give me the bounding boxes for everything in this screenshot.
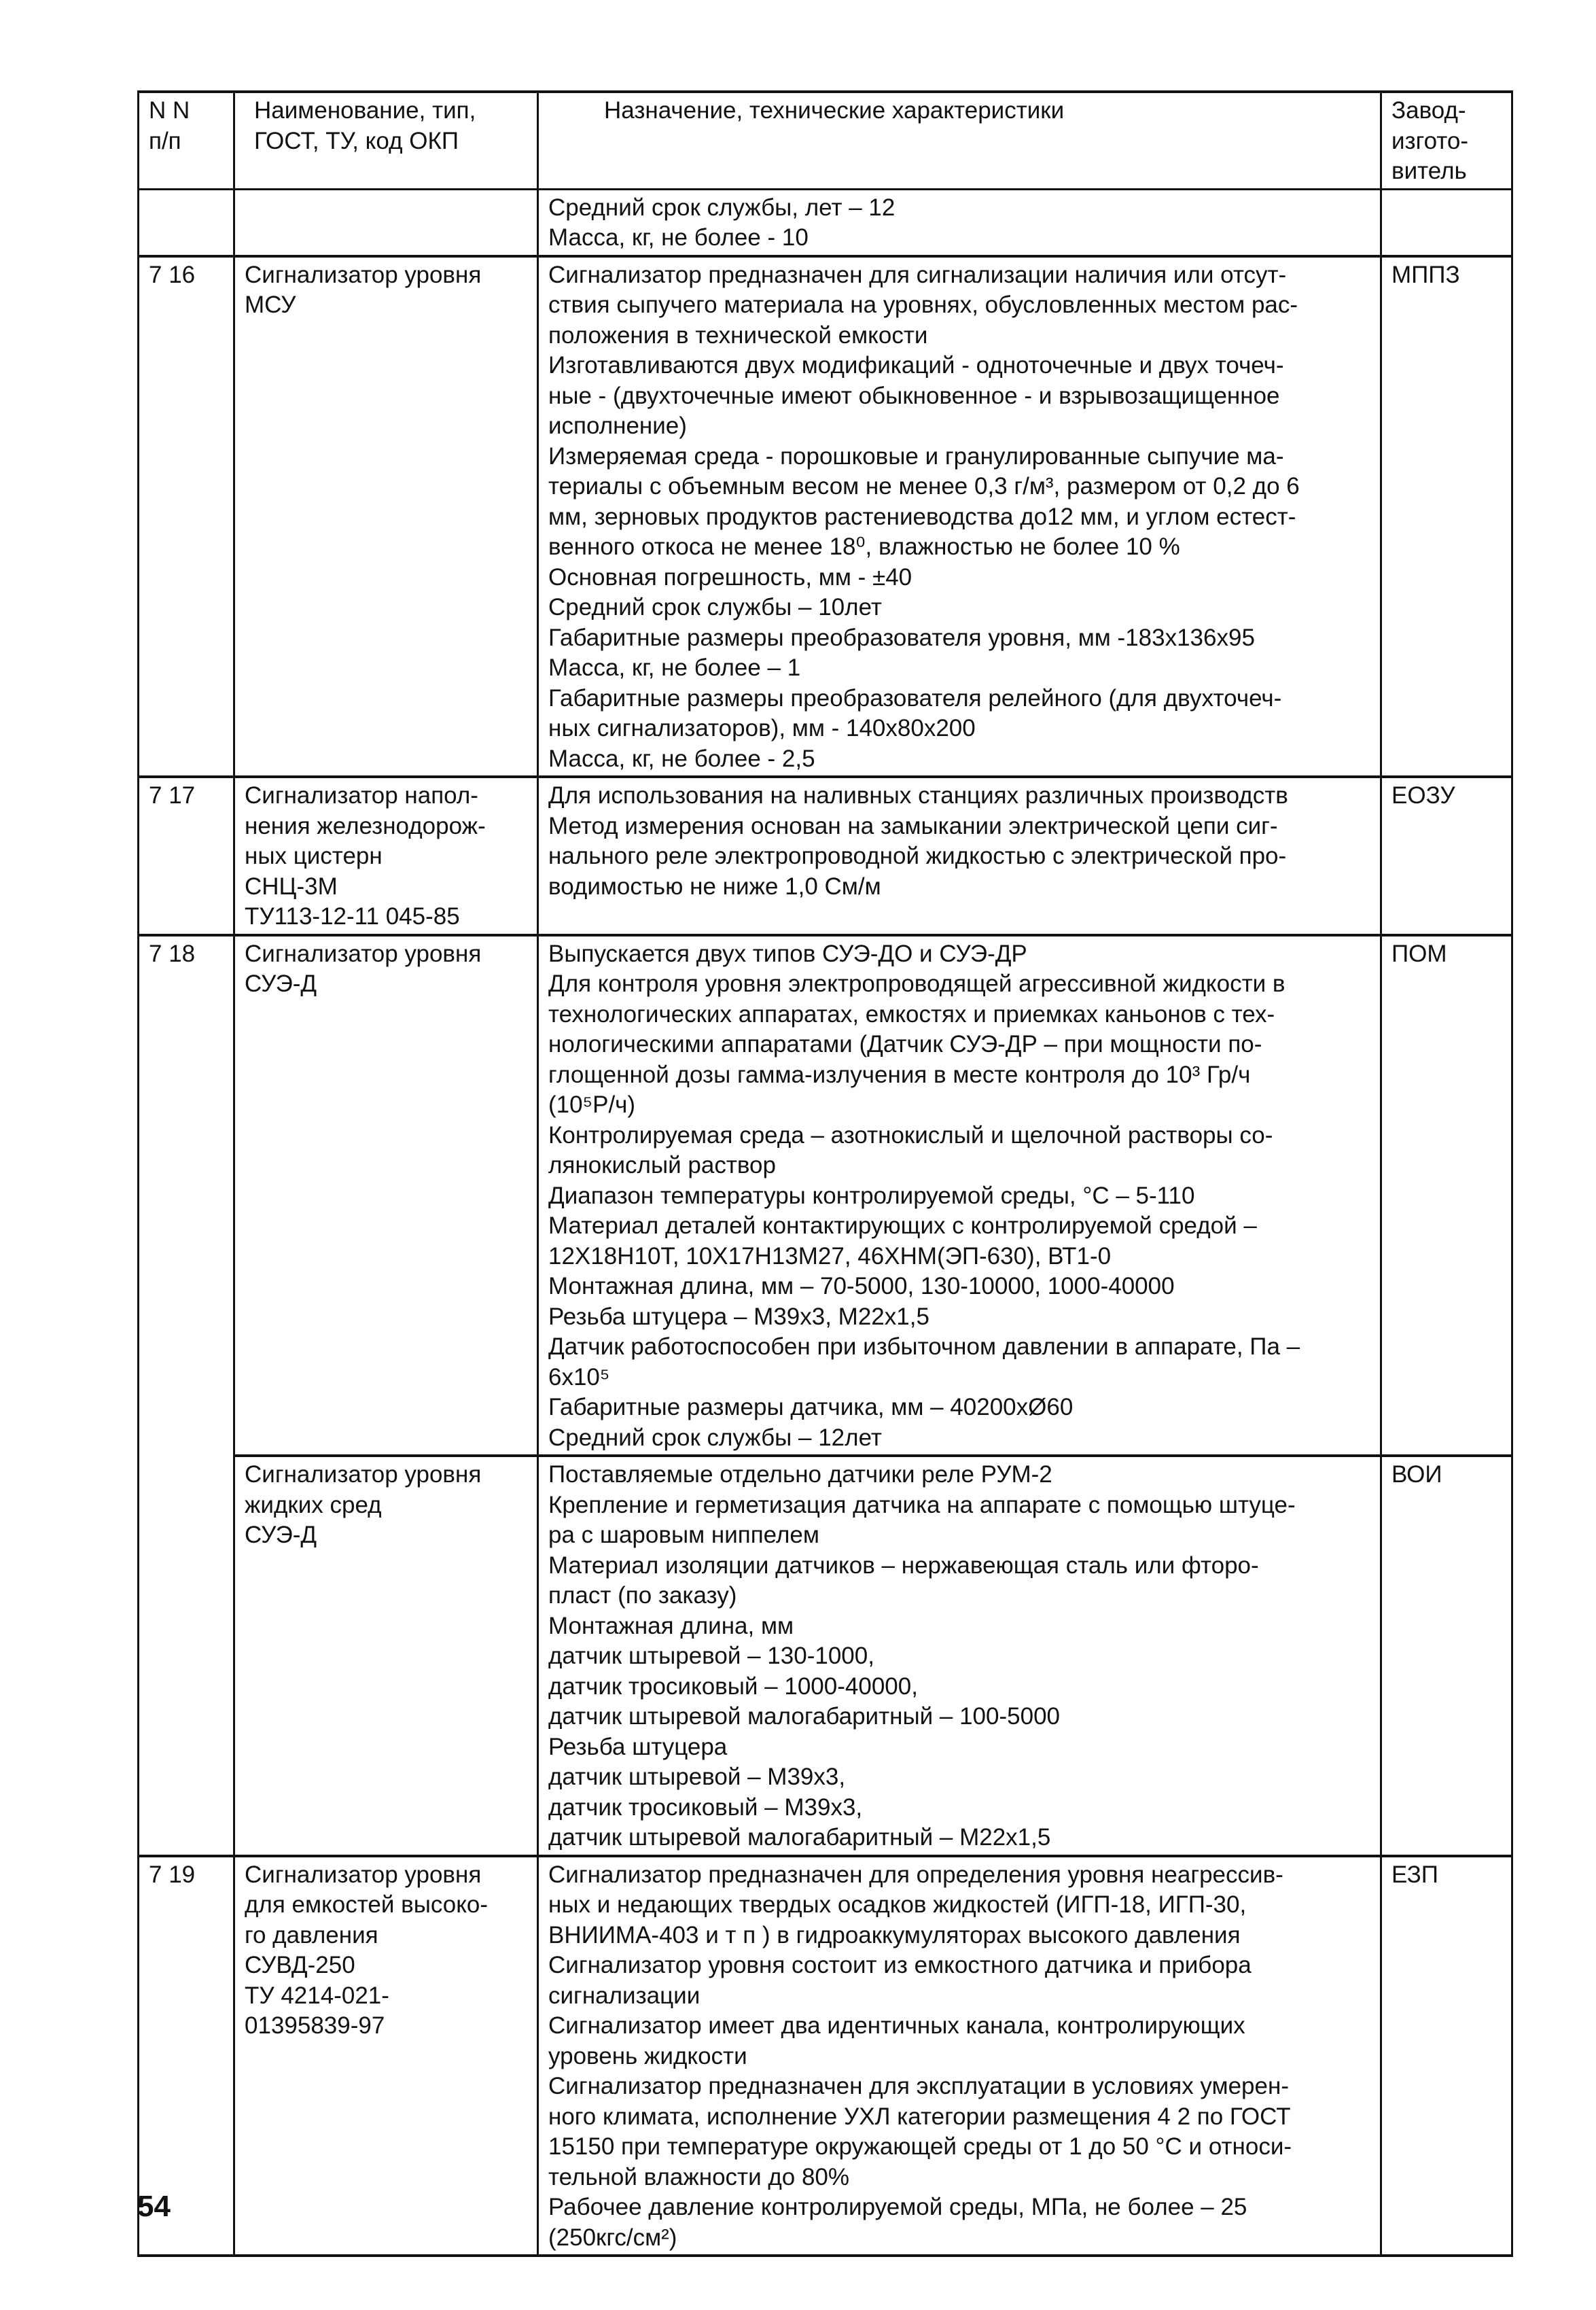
name-line: МСУ [245, 292, 296, 318]
desc-line: Поставляемые отдельно датчики реле РУМ-2 [548, 1461, 1052, 1488]
header-name-line: Наименование, тип, [254, 97, 476, 124]
desc-line: датчик штыревой малогабаритный – М22х1,5 [548, 1824, 1051, 1851]
desc-line: ра с шаровым ниппелем [548, 1522, 819, 1548]
header-desc [538, 92, 1381, 189]
desc-line: Метод измерения основан на замыкании электрической цепи сиг- [548, 812, 1278, 839]
cell-num [139, 189, 234, 256]
name-line: нения железнодорож- [245, 812, 486, 839]
desc-line: ного климата, исполнение УХЛ категории размещения 4 2 по ГОСТ [548, 2103, 1291, 2130]
desc-line: Для использования на наливных станциях различных производств [548, 782, 1288, 809]
name-line: ТУ 4214-021- [245, 1982, 389, 2009]
name-line: СУЭ-Д [245, 970, 317, 997]
desc-line: мм, зерновых продуктов растениеводства до12 мм, и углом естест- [548, 503, 1296, 530]
desc-line: Средний срок службы – 12лет [548, 1424, 882, 1451]
header-name [234, 92, 538, 189]
desc-line: венного откоса не менее 18⁰, влажностью не более 10 % [548, 533, 1180, 560]
desc-line: Сигнализатор предназначен для определения уровня неагрессив- [548, 1861, 1283, 1888]
cell-desc [538, 1456, 1381, 1856]
desc-line: Контролируемая среда – азотнокислый и щелочной растворы со- [548, 1121, 1273, 1149]
desc-line: положения в технической емкости [548, 321, 928, 349]
table-row [139, 256, 1512, 777]
desc-line: технологических аппаратах, емкостях и приемках каньонов с тех- [548, 1000, 1275, 1028]
cell-num: 7 16 [139, 256, 234, 777]
desc-line: Материал деталей контактирующих с контролируемой средой – [548, 1212, 1257, 1239]
desc-line: датчик штыревой малогабаритный – 100-5000 [548, 1703, 1060, 1730]
desc-line: Монтажная длина, мм – 70-5000, 130-10000, 1000-40000 [548, 1273, 1175, 1299]
desc-line: глощенной дозы гамма-излучения в месте контроля до 10³ Гр/ч [548, 1061, 1251, 1088]
desc-line: 6х10⁵ [548, 1363, 610, 1390]
desc-line: Масса, кг, не более - 2,5 [548, 745, 815, 772]
desc-line: ствия сыпучего материала на уровнях, обусловленных местом рас- [548, 292, 1298, 318]
name-line: Сигнализатор уровня [245, 1861, 482, 1888]
cell-mfr: ЕЗП [1381, 1856, 1512, 2256]
desc-line: Выпускается двух типов СУЭ-ДО и СУЭ-ДР [548, 940, 1027, 967]
header-num-line: п/п [149, 127, 181, 154]
name-line: го давления [245, 1921, 378, 1948]
cell-name [234, 1856, 538, 2256]
name-line: Сигнализатор уровня [245, 940, 482, 967]
cell-mfr: ЕОЗУ [1381, 777, 1512, 935]
desc-line: ВНИИМА-403 и т п ) в гидроаккумуляторах высокого давления [548, 1921, 1241, 1948]
cell-desc [538, 189, 1381, 256]
table-row [139, 1456, 1512, 1856]
name-line: жидких сред [245, 1491, 382, 1518]
cell-num: 7 17 [139, 777, 234, 935]
table-row [139, 935, 1512, 1456]
desc-line: Сигнализатор уровня состоит из емкостного датчика и прибора [548, 1952, 1252, 1978]
desc-line: Средний срок службы – 10лет [548, 594, 882, 620]
desc-line: пласт (по заказу) [548, 1582, 737, 1609]
desc-line: уровень жидкости [548, 2042, 747, 2069]
desc-line: датчик штыревой – М39х3, [548, 1764, 846, 1790]
cell-mfr: ПОМ [1381, 935, 1512, 1456]
cell-desc [538, 777, 1381, 935]
desc-line: ных и недающих твердых осадков жидкостей (ИГП-18, ИГП-30, [548, 1891, 1247, 1918]
name-line: Сигнализатор уровня [245, 1461, 482, 1488]
name-line: для емкостей высоко- [245, 1891, 489, 1918]
desc-line: исполнение) [548, 413, 687, 439]
desc-line: датчик штыревой – 130-1000, [548, 1643, 874, 1669]
desc-line: водимостью не ниже 1,0 См/м [548, 873, 881, 900]
cell-name [234, 935, 538, 1456]
desc-line: Габаритные размеры преобразователя уровня, мм -183х136х95 [548, 624, 1255, 651]
desc-line: Рабочее давление контролируемой среды, МПа, не более – 25 [548, 2194, 1247, 2220]
header-mfr-line: изгото- [1391, 127, 1469, 154]
desc-line: Габаритные размеры преобразователя релейного (для двухточеч- [548, 684, 1282, 712]
desc-line: Габаритные размеры датчика, мм – 40200хØ60 [548, 1394, 1074, 1420]
desc-line: 15150 при температуре окружающей среды от 1 до 50 °С и относи- [548, 2133, 1292, 2160]
cell-mfr [1381, 189, 1512, 256]
name-line: 01395839-97 [245, 2012, 385, 2039]
desc-line: ные - (двухточечные имеют обыкновенное - и взрывозащищенное [548, 382, 1280, 409]
desc-line: (10⁵Р/ч) [548, 1091, 636, 1118]
desc-line: ных сигнализаторов), мм - 140х80х200 [548, 715, 976, 741]
desc-line: Резьба штуцера [548, 1733, 728, 1760]
name-line: Сигнализатор уровня [245, 261, 482, 288]
table-row [139, 189, 1512, 256]
desc-line: датчик тросиковый – 1000-40000, [548, 1673, 918, 1700]
cell-desc [538, 1856, 1381, 2256]
desc-line: тельной влажности до 80% [548, 2163, 850, 2190]
name-line: ных цистерн [245, 843, 383, 869]
header-mfr-line: Завод- [1391, 97, 1466, 124]
header-mfr [1381, 92, 1512, 189]
desc-line: Масса, кг, не более - 10 [548, 224, 809, 251]
desc-line: датчик тросиковый – М39х3, [548, 1793, 863, 1821]
table-row [139, 1856, 1512, 2256]
cell-desc [538, 256, 1381, 777]
desc-line: Резьба штуцера – М39х3, М22х1,5 [548, 1303, 929, 1330]
cell-desc [538, 935, 1381, 1456]
page-number: 54 [137, 2190, 171, 2223]
desc-line: сигнализации [548, 1982, 701, 2009]
equipment-spec-table [137, 90, 1513, 2257]
cell-name [234, 777, 538, 935]
desc-line: Диапазон температуры контролируемой среды, °С – 5-110 [548, 1182, 1195, 1209]
desc-line: Для контроля уровня электропроводящей агрессивной жидкости в [548, 970, 1285, 997]
desc-line: Монтажная длина, мм [548, 1612, 794, 1639]
table-body [139, 189, 1512, 2256]
name-line: ТУ113-12-11 045-85 [245, 903, 460, 930]
header-name-line: ГОСТ, ТУ, код ОКП [254, 127, 459, 154]
cell-name [234, 189, 538, 256]
desc-line: Основная погрешность, мм - ±40 [548, 563, 912, 591]
header-num [139, 92, 234, 189]
desc-line: Материал изоляции датчиков – нержавеющая сталь или фторо- [548, 1552, 1259, 1579]
cell-name [234, 1456, 538, 1856]
cell-mfr: ВОИ [1381, 1456, 1512, 1856]
cell-name [234, 256, 538, 777]
header-desc-line: Назначение, технические характеристики [604, 97, 1065, 124]
cell-num [139, 1456, 234, 1856]
desc-line: Масса, кг, не более – 1 [548, 654, 801, 681]
desc-line: нального реле электропроводной жидкостью с электрической про- [548, 843, 1287, 869]
name-line: Сигнализатор напол- [245, 782, 478, 809]
name-line: СУВД-250 [245, 1952, 355, 1978]
header-num-line: N N [149, 97, 190, 124]
desc-line: лянокислый раствор [548, 1152, 776, 1178]
desc-line: Сигнализатор предназначен для сигнализации наличия или отсут- [548, 261, 1287, 288]
desc-line: (250кгс/см²) [548, 2224, 677, 2251]
desc-line: Сигнализатор предназначен для эксплуатации в условиях умерен- [548, 2073, 1289, 2099]
desc-line: териалы с объемным весом не менее 0,3 г/м³, размером от 0,2 до 6 [548, 473, 1300, 500]
name-line: СУЭ-Д [245, 1522, 317, 1548]
desc-line: Измеряемая среда - порошковые и гранулированные сыпучие ма- [548, 442, 1284, 470]
cell-num: 7 18 [139, 935, 234, 1456]
desc-line: 12Х18Н10Т, 10Х17Н13М27, 46ХНМ(ЭП-630), ВТ1-0 [548, 1242, 1112, 1270]
desc-line: Датчик работоспособен при избыточном давлении в аппарате, Па – [548, 1333, 1300, 1360]
header-mfr-line: витель [1391, 158, 1467, 184]
table-header-row [139, 92, 1512, 189]
desc-line: Сигнализатор имеет два идентичных канала, контролирующих [548, 2012, 1245, 2039]
name-line: СНЦ-3М [245, 873, 338, 900]
cell-mfr: МППЗ [1381, 256, 1512, 777]
desc-line: нологическими аппаратами (Датчик СУЭ-ДР – при мощности по- [548, 1031, 1262, 1057]
desc-line: Крепление и герметизация датчика на аппарате с помощью штуце- [548, 1491, 1296, 1518]
table-row [139, 777, 1512, 935]
desc-line: Изготавливаются двух модификаций - одноточечные и двух точеч- [548, 352, 1284, 379]
cell-num: 7 19 [139, 1856, 234, 2256]
desc-line: Средний срок службы, лет – 12 [548, 194, 895, 221]
